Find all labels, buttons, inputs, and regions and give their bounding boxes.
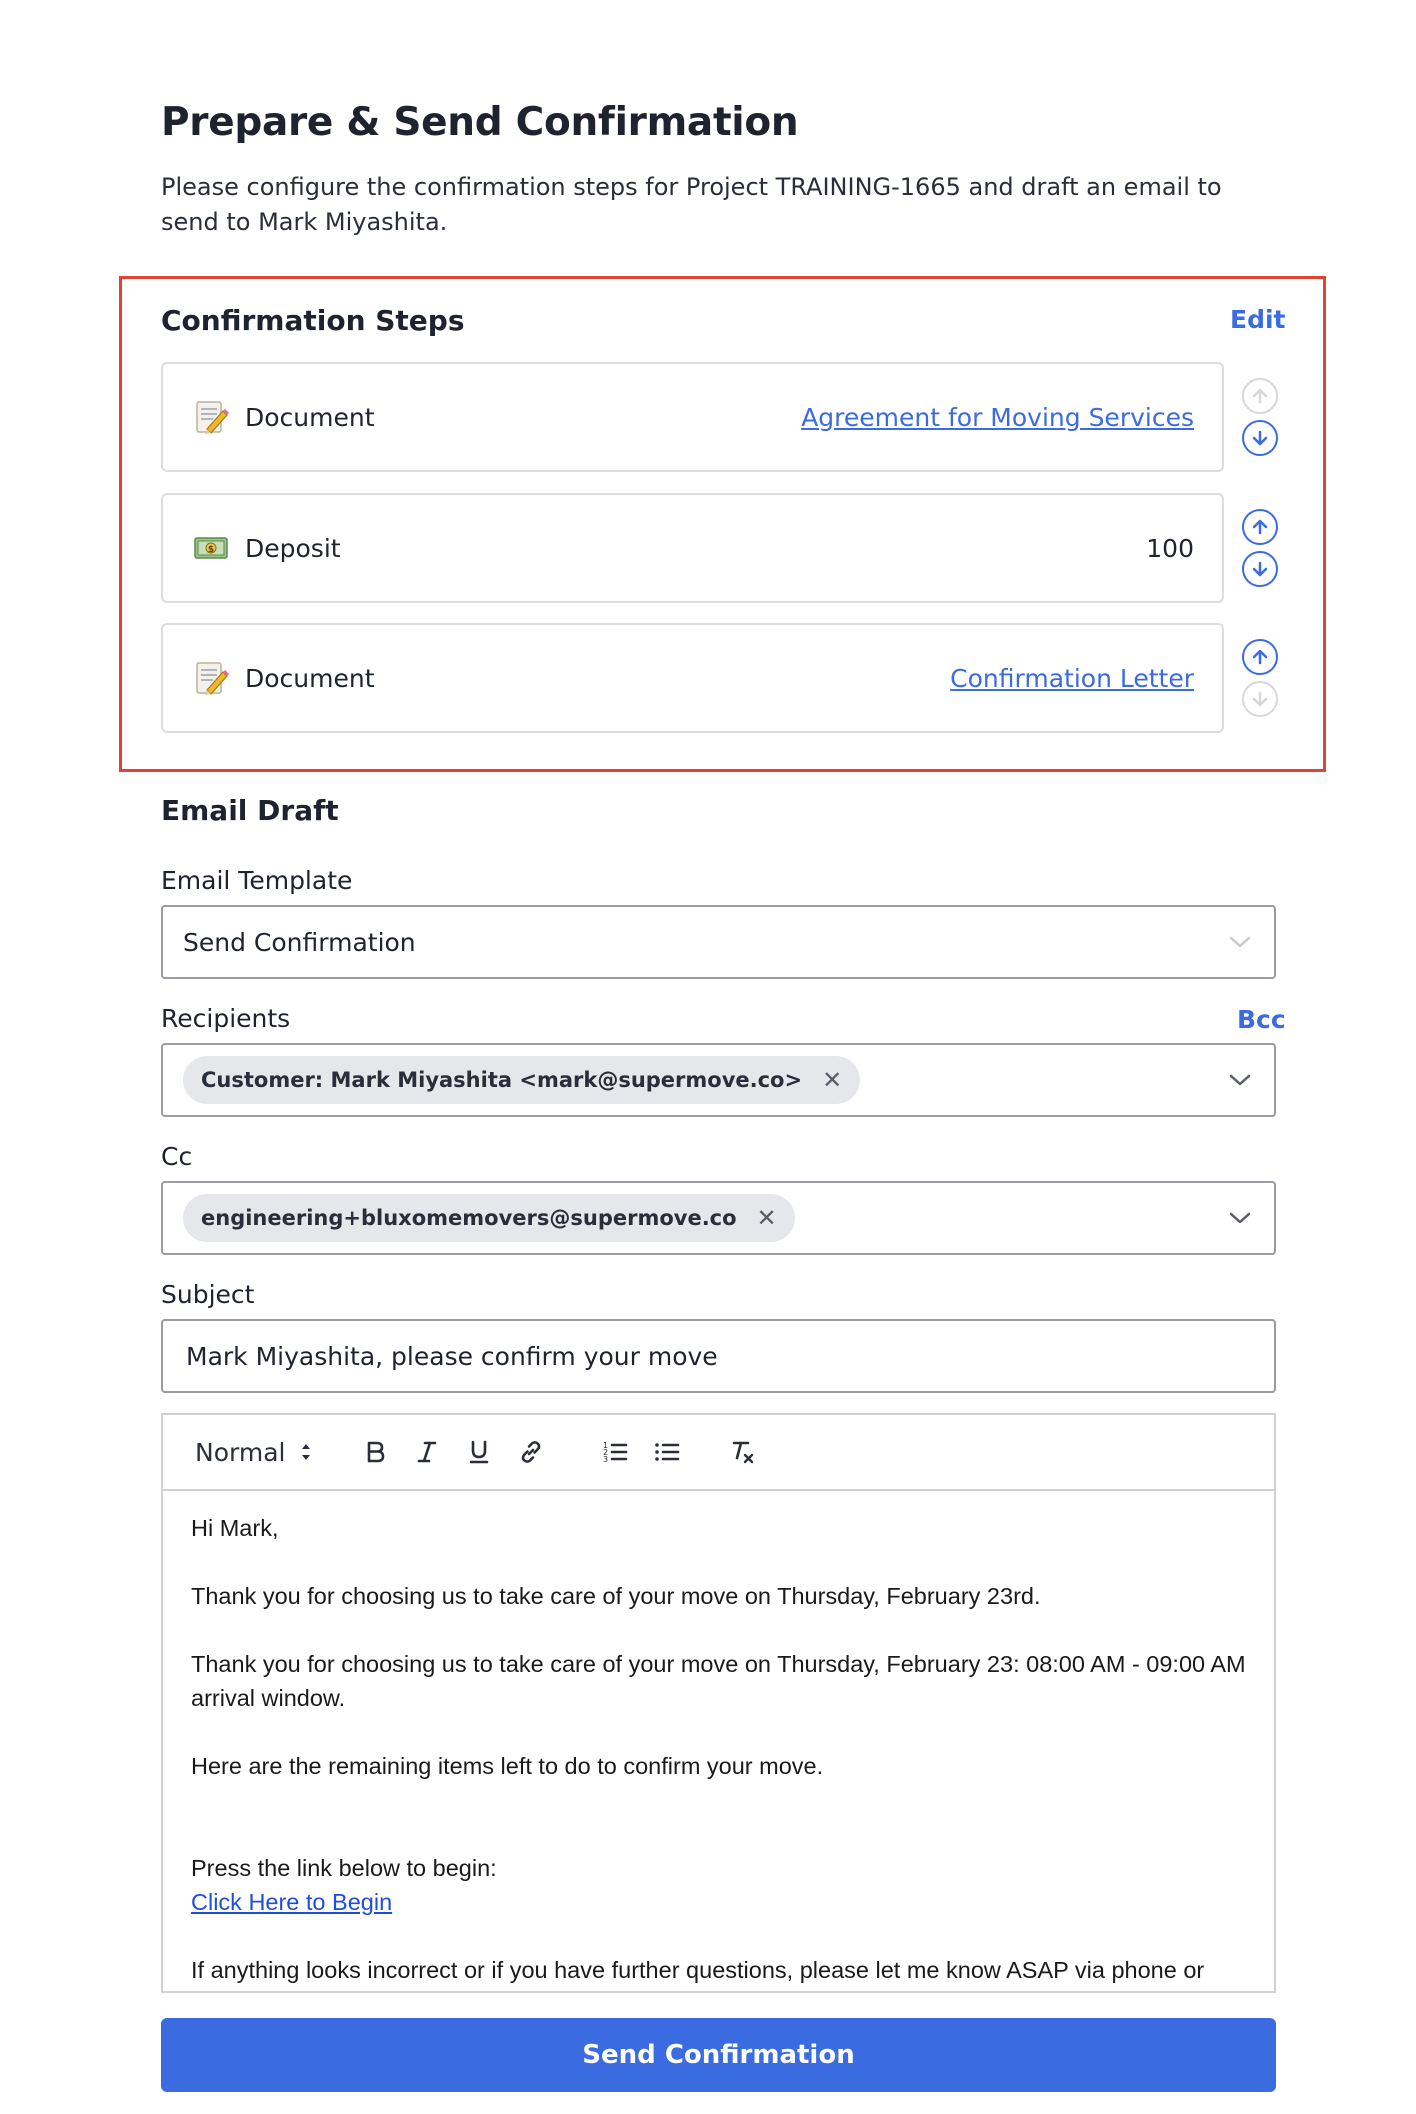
clear-formatting-icon: [729, 1438, 757, 1466]
memo-pencil-icon: [193, 399, 229, 435]
email-template-value: Send Confirmation: [183, 927, 416, 957]
subject-input[interactable]: [161, 1319, 1276, 1393]
email-paragraph: Thank you for choosing us to take care of your move on Thursday, February 23: 08:00 AM - 09:00 AM arrival window.: [191, 1651, 1246, 1711]
svg-text:3: 3: [603, 1455, 609, 1464]
move-step-3-up-button[interactable]: [1242, 639, 1278, 675]
agreement-document-link[interactable]: Agreement for Moving Services: [801, 402, 1194, 432]
remove-cc-icon[interactable]: ✕: [756, 1204, 777, 1232]
text-format-select[interactable]: [195, 1438, 355, 1467]
confirmation-step-1: [161, 362, 1224, 472]
cc-chip: [183, 1194, 795, 1242]
clear-formatting-button[interactable]: [723, 1432, 763, 1472]
page-subtitle: Please configure the confirmation steps for Project TRAINING-1665 and draft an email to send to Mark Miyashita.: [161, 173, 1222, 236]
memo-pencil-icon: [193, 660, 229, 696]
confirmation-letter-link[interactable]: Confirmation Letter: [950, 663, 1194, 693]
chevron-down-icon[interactable]: [1226, 1066, 1254, 1094]
chevron-down-icon[interactable]: [1226, 1204, 1254, 1232]
link-icon: [518, 1439, 544, 1465]
recipients-select[interactable]: [161, 1043, 1276, 1117]
arrow-down-icon: [1250, 428, 1270, 448]
confirmation-step-3: [161, 623, 1224, 733]
text-format-value: Normal: [195, 1437, 286, 1467]
begin-link[interactable]: Click Here to Begin: [191, 1889, 393, 1915]
arrow-up-icon: [1250, 647, 1270, 667]
email-body-content[interactable]: [163, 1491, 1274, 1993]
subject-value: Mark Miyashita, please confirm your move: [186, 1341, 718, 1371]
bcc-toggle-button[interactable]: Bcc: [1237, 1005, 1286, 1034]
email-template-select[interactable]: [161, 905, 1276, 979]
remove-recipient-icon[interactable]: ✕: [822, 1066, 843, 1094]
email-greeting: Hi Mark,: [191, 1515, 279, 1541]
move-step-2-down-button[interactable]: [1242, 551, 1278, 587]
select-arrows-icon: [299, 1441, 315, 1463]
move-step-3-down-button[interactable]: [1242, 681, 1278, 717]
link-button[interactable]: [511, 1432, 551, 1472]
italic-icon: [415, 1439, 439, 1465]
email-body-editor: [161, 1413, 1276, 1993]
money-bill-icon: [193, 530, 229, 566]
bold-button[interactable]: [355, 1432, 395, 1472]
editor-toolbar: [163, 1415, 1274, 1491]
italic-button[interactable]: [407, 1432, 447, 1472]
cc-chip-label: engineering+bluxomemovers@supermove.co: [201, 1206, 737, 1230]
move-step-2-up-button[interactable]: [1242, 509, 1278, 545]
bullet-list-button[interactable]: [647, 1432, 687, 1472]
ordered-list-icon: [601, 1439, 629, 1465]
arrow-up-icon: [1250, 517, 1270, 537]
move-step-1-up-button[interactable]: [1242, 378, 1278, 414]
bold-icon: [363, 1439, 387, 1465]
email-paragraph: Press the link below to begin:: [191, 1855, 497, 1881]
page-title: Prepare & Send Confirmation: [161, 100, 799, 145]
confirmation-step-2: [161, 493, 1224, 603]
recipient-chip: [183, 1056, 860, 1104]
email-draft-heading: Email Draft: [161, 794, 339, 827]
cc-label: Cc: [161, 1142, 193, 1171]
recipients-label: Recipients: [161, 1004, 291, 1033]
email-paragraph: Here are the remaining items left to do to confirm your move.: [191, 1753, 824, 1779]
edit-steps-button[interactable]: Edit: [1230, 305, 1286, 334]
chevron-down-icon: [1226, 928, 1254, 956]
underline-button[interactable]: [459, 1432, 499, 1472]
send-confirmation-button[interactable]: Send Confirmation: [161, 2018, 1276, 2092]
confirmation-steps-heading: Confirmation Steps: [161, 304, 465, 337]
svg-text:2: 2: [603, 1448, 609, 1457]
step-type-label: Document: [245, 402, 375, 432]
arrow-down-icon: [1250, 559, 1270, 579]
svg-text:$: $: [207, 545, 215, 555]
recipient-chip-label: Customer: Mark Miyashita <mark@supermove.co>: [201, 1068, 803, 1092]
email-template-label: Email Template: [161, 866, 353, 895]
arrow-up-icon: [1250, 386, 1270, 406]
step-type-label: Document: [245, 663, 375, 693]
svg-text:1: 1: [603, 1441, 609, 1450]
ordered-list-button[interactable]: [595, 1432, 635, 1472]
move-step-1-down-button[interactable]: [1242, 420, 1278, 456]
underline-icon: [467, 1439, 491, 1465]
deposit-amount: 100: [1146, 533, 1194, 563]
email-paragraph: Thank you for choosing us to take care of your move on Thursday, February 23rd.: [191, 1583, 1041, 1609]
arrow-down-icon: [1250, 689, 1270, 709]
step-type-label: Deposit: [245, 533, 341, 563]
subject-label: Subject: [161, 1280, 255, 1309]
email-paragraph: If anything looks incorrect or if you have further questions, please let me know ASAP via phone or: [191, 1957, 1205, 1983]
bullet-list-icon: [653, 1439, 681, 1465]
cc-select[interactable]: [161, 1181, 1276, 1255]
